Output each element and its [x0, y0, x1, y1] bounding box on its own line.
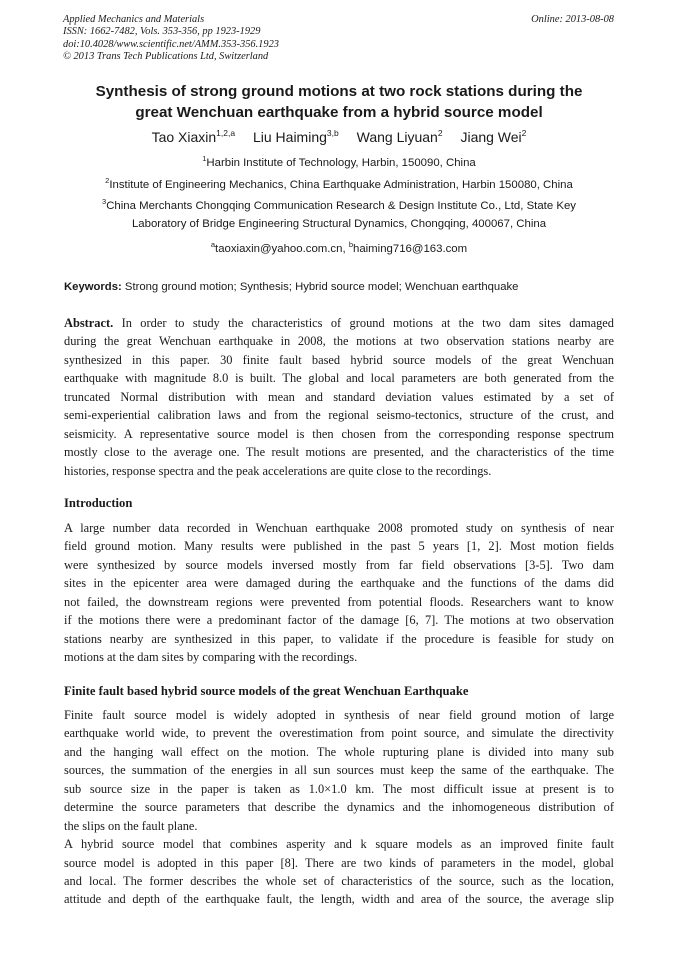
affiliation-2: $^2$Institute of Engineering Mechanics, China Earthquake Administration, Harbin 150080, China [105, 176, 573, 191]
journal-name: Applied Mechanics and Materials [63, 14, 205, 25]
title-line-2: great Wenchuan earthquake from a hybrid source model [135, 104, 543, 121]
title-line-1: Synthesis of strong ground motions at two rock stations during the [95, 83, 583, 100]
online-date: Online: 2013-08-08 [531, 14, 614, 25]
section-heading-finite-fault: Finite fault based hybrid source models of the great Wenchuan Earthquake [64, 684, 469, 698]
section-heading-introduction: Introduction [64, 496, 133, 510]
issn-line: ISSN: 1662-7482, Vols. 353-356, pp 1923-1929 [63, 26, 261, 38]
affiliation-3: $^3$China Merchants Chongqing Communication Research & Design Institute Co., Ltd, State Key [102, 197, 576, 212]
copyright-line: © 2013 Trans Tech Publications Ltd, Switzerland [63, 51, 269, 63]
affiliation-1: $^1$Harbin Institute of Technology, Harbin, 150090, China [202, 154, 476, 169]
author: Wang Liyuan$^2$ [356, 128, 443, 145]
author: Jiang Wei$^2$ [460, 128, 527, 145]
email-a: taoxiaxin@yahoo.com.cn, [215, 243, 346, 255]
doi-line: doi:10.4028/www.scientific.net/AMM.353-356.1923 [63, 38, 279, 50]
paper-title [50, 81, 628, 123]
introduction-paragraph: A large number data recorded in Wenchuan earthquake 2008 promoted study on synthesis of near field ground motion. Many results were published in the past 5 years [1, 2]. Most motion fields were synthesized by source models inversed mostly from far field observations [3-5]. Two dam sites in the epicenter area were damaged during the earthquake and the functions of the dams did not failed, the downstream regions were prevented from potential floods. Researchers want to know if the motions there were a predominant factor of the damage [6, 7]. The motions at two observation stations nearby are synthesized in this paper, to validate if the procedure is feasible for study on motions at the dam sites by comparing with the recordings. [64, 521, 614, 665]
affiliation-3-cont: Laboratory of Bridge Engineering Structural Dynamics, Chongqing, 400067, China [131, 218, 547, 230]
finite-fault-paragraph: Finite fault source model is widely adopted in synthesis of near field ground motion of large earthquake world wide, to prevent the overestimation from point source, and simulate the directivity and the hanging wall effect on the motion. The whole rupturing plane is divided into many sub sources, the summation of the energies in all sun sources must keep the same of the earthquake. The sub source size in the paper is taken as 1.0×1.0 km. The most difficult issue at present is to determine the source parameters that describe the dynamics and the inhomogeneous distribution of the slips on the fault plane. A hybrid source model that combines asperity and k square models as an improved finite fault source model is adopted in this paper [8]. There are two kinds of parameters in the model, global and local. The former describes the whole set of characteristics of the source, such as the location, attitude and depth of the earthquake fault, the length, width and area of the source, the average slip [64, 708, 614, 907]
author: Tao Xiaxin$^{1,2,a}$ [151, 128, 236, 145]
email-b: haiming716@163.com [352, 243, 468, 255]
keywords-text: Strong ground motion; Synthesis; Hybrid source model; Wenchuan earthquake [124, 281, 519, 293]
journal-header [63, 14, 614, 64]
keywords [64, 279, 620, 295]
abstract: Abstract. In order to study the characteristics of ground motions at the two dam sites damaged during the great Wenchuan earthquake in 2008, the motions at two observation stations nearby are synthesized in this paper. 30 finite fault based hybrid source models of the great Wenchuan earthquake with magnitude 8.0 is built. The global and local parameters are both generated from the truncated Normal distribution with mean and standard deviation values estimated by a set of semi-experiential calibration laws and from the regional seismo-tectonics, structure of the crust, and seismicity. A representative source model is then chosen from the corresponding response spectrum mostly close to the average one. The result motions are presented, and the characteristics of the time histories, response spectra and the peak accelerations are quite close to the recordings. [64, 316, 614, 478]
author: Liu Haiming$^{3,b}$ [252, 128, 339, 145]
author-list [40, 128, 638, 146]
keywords-label: Keywords: [64, 281, 122, 293]
abstract-label: Abstract. [64, 316, 114, 330]
author-emails: $^a$taoxiaxin@yahoo.com.cn, $^b$haiming716@163.com [210, 240, 468, 255]
